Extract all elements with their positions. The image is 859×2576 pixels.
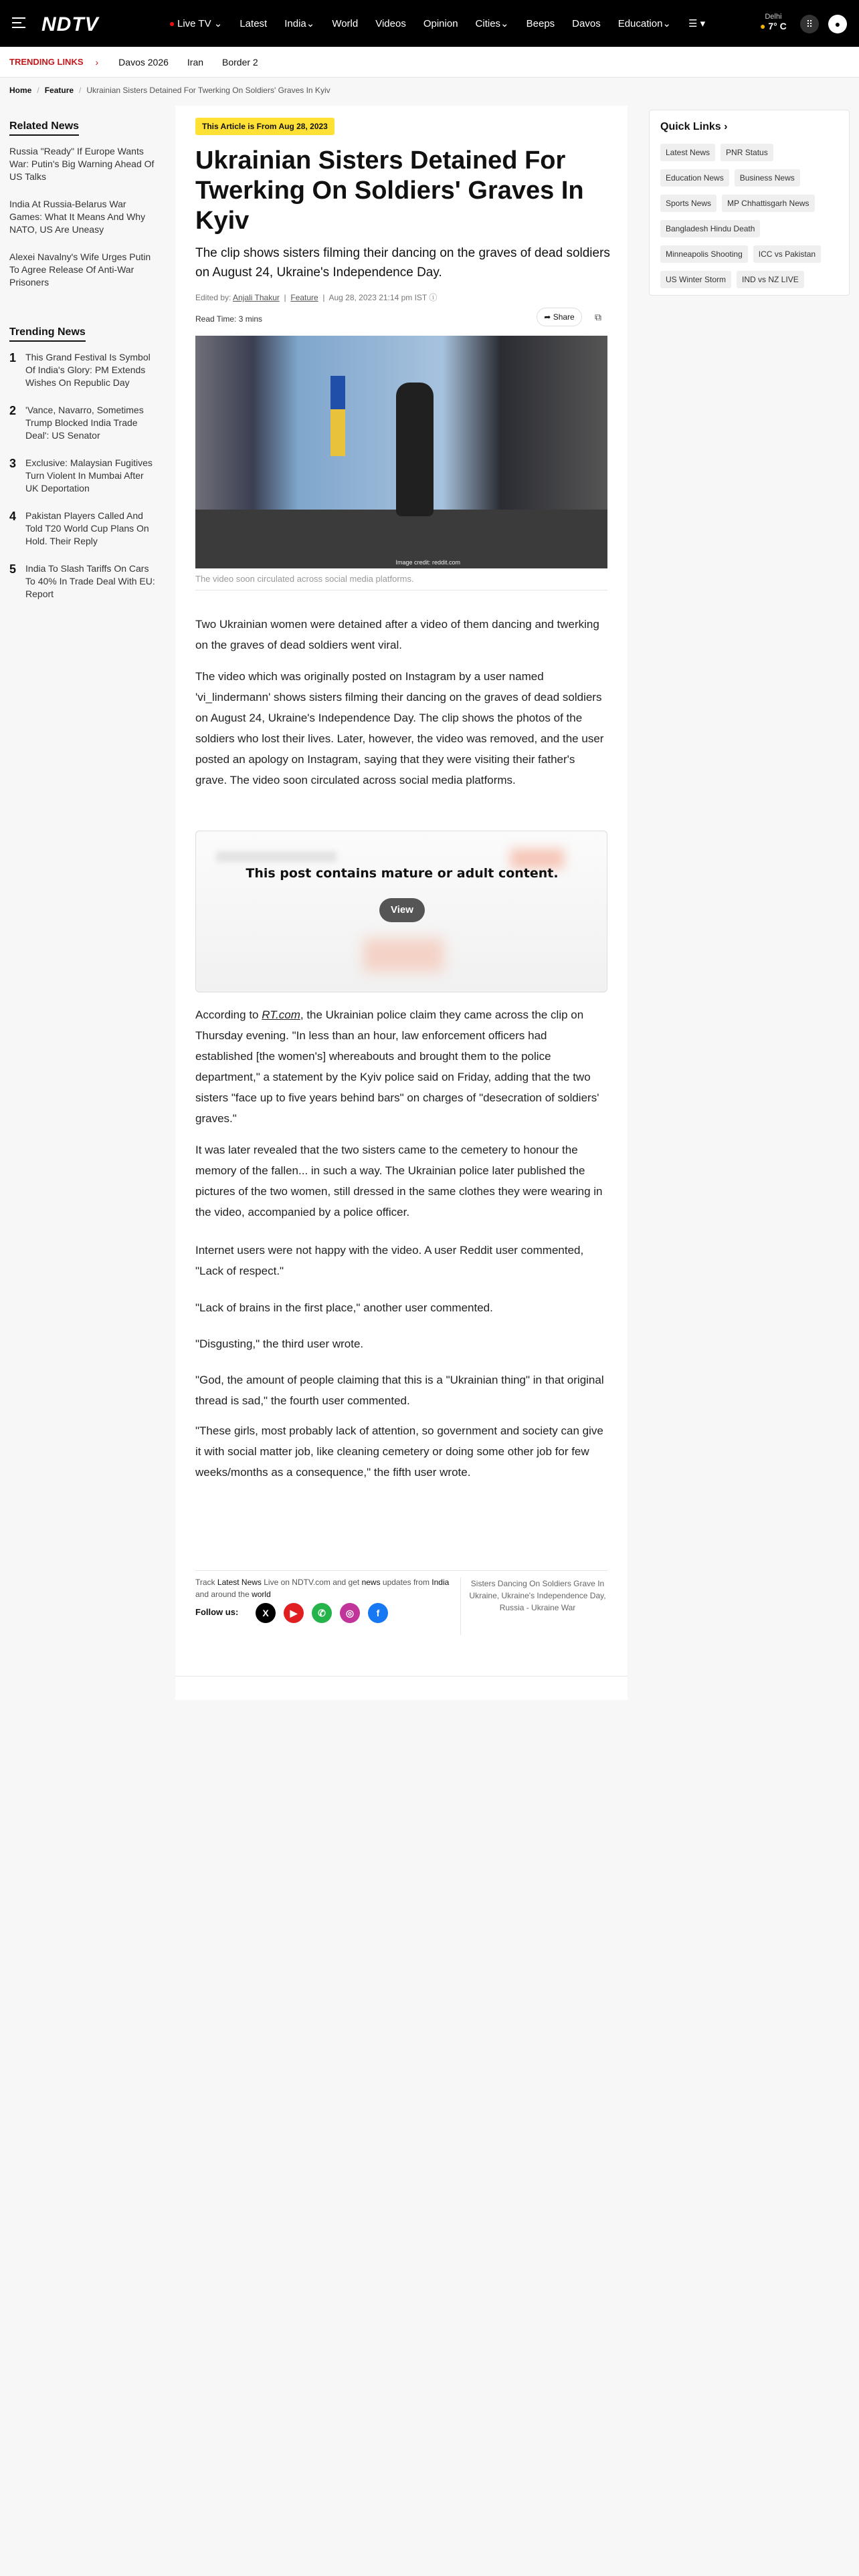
figure-shape <box>396 383 434 516</box>
whatsapp-icon[interactable]: ✆ <box>312 1603 332 1623</box>
flag-shape <box>330 376 345 409</box>
quick-link-tag[interactable]: Sports News <box>660 195 717 212</box>
track-text: Track <box>195 1578 217 1587</box>
image-credit: Image credit: reddit.com <box>395 559 460 566</box>
trending-links-label: TRENDING LINKS <box>9 57 84 67</box>
related-news-title: Related News <box>9 120 79 136</box>
breadcrumb <box>9 86 330 95</box>
weather-city: Delhi <box>765 13 782 21</box>
article-paragraph: "These girls, most probably lack of attention, so government and society can give it with social matter job, like cleaning cemetery or doing some other job for few weeks/months as a consequence," the fifth user wrote. <box>195 1424 603 1479</box>
track-text: and around the <box>195 1590 252 1599</box>
flag-shape <box>330 409 345 456</box>
india-link[interactable]: India <box>432 1578 450 1587</box>
trending-news-item[interactable] <box>9 457 157 495</box>
x-icon[interactable]: X <box>256 1603 276 1623</box>
trending-news-text: 'Vance, Navarro, Sometimes Trump Blocked India Trade Deal': US Senator <box>25 405 144 441</box>
section-link[interactable]: Feature <box>290 293 318 302</box>
article-tags[interactable]: Sisters Dancing On Soldiers Grave In Ukraine, Ukraine's Independence Day, Russia - Ukraine War <box>460 1578 607 1635</box>
article-paragraph: "Lack of brains in the first place," another user commented. <box>195 1301 493 1314</box>
article-subhead: The clip shows sisters filming their dancing on the graves of dead soldiers on August 24, Ukraine's Independence Day. <box>195 246 610 280</box>
nav-item-education[interactable]: Education⌄ <box>617 18 671 29</box>
related-news-item[interactable]: Russia "Ready" If Europe Wants War: Putin's Big Warning Ahead Of US Talks <box>9 146 155 182</box>
rt-link[interactable]: RT.com <box>262 1008 300 1021</box>
follow-us-label: Follow us: <box>195 1607 239 1617</box>
author-link[interactable]: Anjali Thakur <box>233 293 280 302</box>
article-paragraph: "Disgusting," the third user wrote. <box>195 1337 364 1350</box>
latest-news-link[interactable]: Latest News <box>217 1578 262 1587</box>
trending-news-number: 2 <box>9 404 17 417</box>
track-text: updates from <box>380 1578 432 1587</box>
nav-item-live-tv[interactable]: Live TV ⌄ <box>170 17 222 29</box>
article-paragraph: Internet users were not happy with the video. A user Reddit user commented, "Lack of respect." <box>195 1244 584 1277</box>
breadcrumb-home[interactable]: Home <box>9 86 32 95</box>
share-icon: ➦ <box>544 312 551 322</box>
nav-item-opinion[interactable]: Opinion <box>423 17 458 29</box>
quick-link-tag[interactable]: Latest News <box>660 144 715 161</box>
p3-pre: According to <box>195 1008 262 1021</box>
quick-link-tag[interactable]: Business News <box>735 169 800 187</box>
breadcrumb-separator: / <box>79 86 82 95</box>
trending-news-number: 3 <box>9 457 17 470</box>
sun-icon: ● <box>760 21 766 31</box>
nav-item-beeps[interactable]: Beeps <box>526 17 555 29</box>
related-news-item[interactable]: Alexei Navalny's Wife Urges Putin To Agree Release Of Anti-War Prisoners <box>9 251 151 288</box>
article-paragraph <box>195 1004 607 1129</box>
weather-temp: 7° C <box>768 21 787 31</box>
breadcrumb-current: Ukrainian Sisters Detained For Twerking On Soldiers' Graves In Kyiv <box>86 86 330 95</box>
related-news-item[interactable]: India At Russia-Belarus War Games: What It Means And Why NATO, US Are Uneasy <box>9 199 146 235</box>
archive-date-badge: This Article is From Aug 28, 2023 <box>195 118 335 135</box>
trending-news-text: This Grand Festival Is Symbol Of India's Glory: PM Extends Wishes On Republic Day <box>25 352 151 388</box>
nav-item-videos[interactable]: Videos <box>375 17 406 29</box>
world-link[interactable]: world <box>252 1590 271 1599</box>
share-button[interactable] <box>537 308 582 326</box>
trending-links-bar <box>0 47 859 78</box>
quick-links-panel <box>649 110 850 296</box>
chevron-right-icon: › <box>95 56 99 68</box>
trending-link-iran[interactable]: Iran <box>187 56 204 68</box>
nav-links <box>170 0 723 47</box>
quick-link-tag[interactable]: MP Chhattisgarh News <box>722 195 815 212</box>
blurred-content <box>363 938 444 972</box>
quick-link-tag[interactable]: Minneapolis Shooting <box>660 245 748 263</box>
trending-news-text: India To Slash Tariffs On Cars To 40% In Trade Deal With EU: Report <box>25 563 155 599</box>
nav-item-cities[interactable]: Cities⌄ <box>475 18 509 29</box>
article-card <box>175 106 628 1676</box>
image-caption: The video soon circulated across social media platforms. <box>195 574 414 584</box>
article-meta: Edited by: Anjali Thakur | Feature | Aug 28, 2023 21:14 pm IST ⓘ <box>195 293 438 302</box>
article-bottom-strip <box>175 1676 628 1700</box>
weather-widget <box>760 12 787 31</box>
user-avatar-icon[interactable]: ● <box>828 15 847 33</box>
facebook-icon[interactable]: f <box>368 1603 388 1623</box>
hamburger-menu-icon[interactable] <box>12 17 29 29</box>
quick-link-tag[interactable]: IND vs NZ LIVE <box>737 271 804 288</box>
info-icon[interactable]: ⓘ <box>429 293 438 302</box>
read-time-label: Read Time: <box>195 314 237 324</box>
copy-link-icon[interactable]: ⧉ <box>595 312 601 322</box>
article-paragraph: The video which was originally posted on Instagram by a user named 'vi_lindermann' shows sisters filming their dancing on the graves of dead soldiers on August 24, Ukraine's Independence Day. The clip shows the photos of the soldiers who lost their lives. Later, however, the video was removed, and the user posted an apology on Instagram, saying that they were visiting their father's grave. The video soon circulated across social media platforms. <box>195 670 604 786</box>
trending-news-item[interactable] <box>9 510 157 548</box>
trending-news-item[interactable] <box>9 562 157 601</box>
track-news-text <box>195 1576 450 1600</box>
trending-news-number: 1 <box>9 351 17 364</box>
quick-links-title-text: Quick Links <box>660 121 721 132</box>
news-link[interactable]: news <box>361 1578 381 1587</box>
article-headline: Ukrainian Sisters Detained For Twerking On Soldiers' Graves In Kyiv <box>195 146 584 235</box>
article-paragraph: "God, the amount of people claiming that this is a "Ukrainian thing" in that original thread is sad," the fourth user commented. <box>195 1374 604 1407</box>
track-text: Live on NDTV.com and get <box>261 1578 362 1587</box>
trending-link-davos[interactable]: Davos 2026 <box>118 56 169 68</box>
trending-link-border[interactable]: Border 2 <box>222 56 258 68</box>
article-paragraph: Two Ukrainian women were detained after a video of them dancing and twerking on the graves of dead soldiers went viral. <box>195 618 599 651</box>
view-button[interactable]: View <box>379 898 425 922</box>
trending-news-item[interactable] <box>9 404 157 442</box>
mature-content-embed <box>195 831 607 992</box>
blurred-content <box>216 851 337 862</box>
article-paragraph: It was later revealed that the two sisters came to the cemetery to honour the memory of the fallen... in such a way. The Ukrainian police later published the pictures of the two women, still dressed in the same clothes they were wearing in the video, accompanied by a police officer. <box>195 1144 603 1218</box>
article-footer <box>195 1570 607 1644</box>
breadcrumb-separator: / <box>37 86 39 95</box>
edited-by-label: Edited by: <box>195 293 231 302</box>
p3-post: , the Ukrainian police claim they came across the clip on Thursday evening. "In less than an hour, law enforcement officers had established [the women's] whereabouts and brought them to the police department," a statement by the Kyiv police said on Friday, adding that the two sisters "face up to five years behind bars" on charges of "desecration of soldiers' graves." <box>195 1008 599 1125</box>
quick-links-tags <box>660 144 838 288</box>
nav-item-davos[interactable]: Davos <box>572 17 601 29</box>
instagram-icon[interactable]: ◎ <box>340 1603 360 1623</box>
top-nav <box>0 0 859 47</box>
quick-link-tag[interactable]: ICC vs Pakistan <box>753 245 821 263</box>
trending-news-text: Pakistan Players Called And Told T20 World Cup Plans On Hold. Their Reply <box>25 510 149 546</box>
live-dot-icon <box>170 22 174 26</box>
trending-news-item[interactable] <box>9 351 157 389</box>
share-label: Share <box>553 312 575 322</box>
nav-item-latest[interactable]: Latest <box>240 17 268 29</box>
nav-item-india[interactable]: India⌄ <box>284 18 315 29</box>
divider <box>195 590 607 591</box>
quick-link-tag[interactable]: PNR Status <box>721 144 773 161</box>
apps-grid-icon[interactable]: ⠿ <box>800 15 819 33</box>
trending-news-number: 4 <box>9 510 17 523</box>
publish-date: Aug 28, 2023 21:14 pm IST <box>328 293 427 302</box>
youtube-icon[interactable]: ▶ <box>284 1603 304 1623</box>
quick-link-tag[interactable]: US Winter Storm <box>660 271 731 288</box>
trending-news-text: Exclusive: Malaysian Fugitives Turn Violent In Mumbai After UK Deportation <box>25 457 153 494</box>
trending-news-number: 5 <box>9 562 17 576</box>
article-hero-image <box>195 336 607 568</box>
quick-links-title[interactable] <box>660 121 838 133</box>
breadcrumb-section[interactable]: Feature <box>44 86 74 95</box>
nav-item-world[interactable]: World <box>332 17 359 29</box>
more-menu-icon[interactable]: ☰ ▾ <box>688 18 706 29</box>
read-time <box>195 314 262 324</box>
quick-link-tag[interactable]: Education News <box>660 169 729 187</box>
left-sidebar <box>9 120 157 615</box>
ndtv-logo[interactable]: NDTV <box>41 13 99 35</box>
read-time-value: 3 mins <box>238 314 263 324</box>
quick-link-tag[interactable]: Bangladesh Hindu Death <box>660 220 760 237</box>
mature-content-message: This post contains mature or adult content. <box>246 866 559 881</box>
trending-news-title: Trending News <box>9 326 86 342</box>
chevron-right-icon: › <box>724 121 728 132</box>
